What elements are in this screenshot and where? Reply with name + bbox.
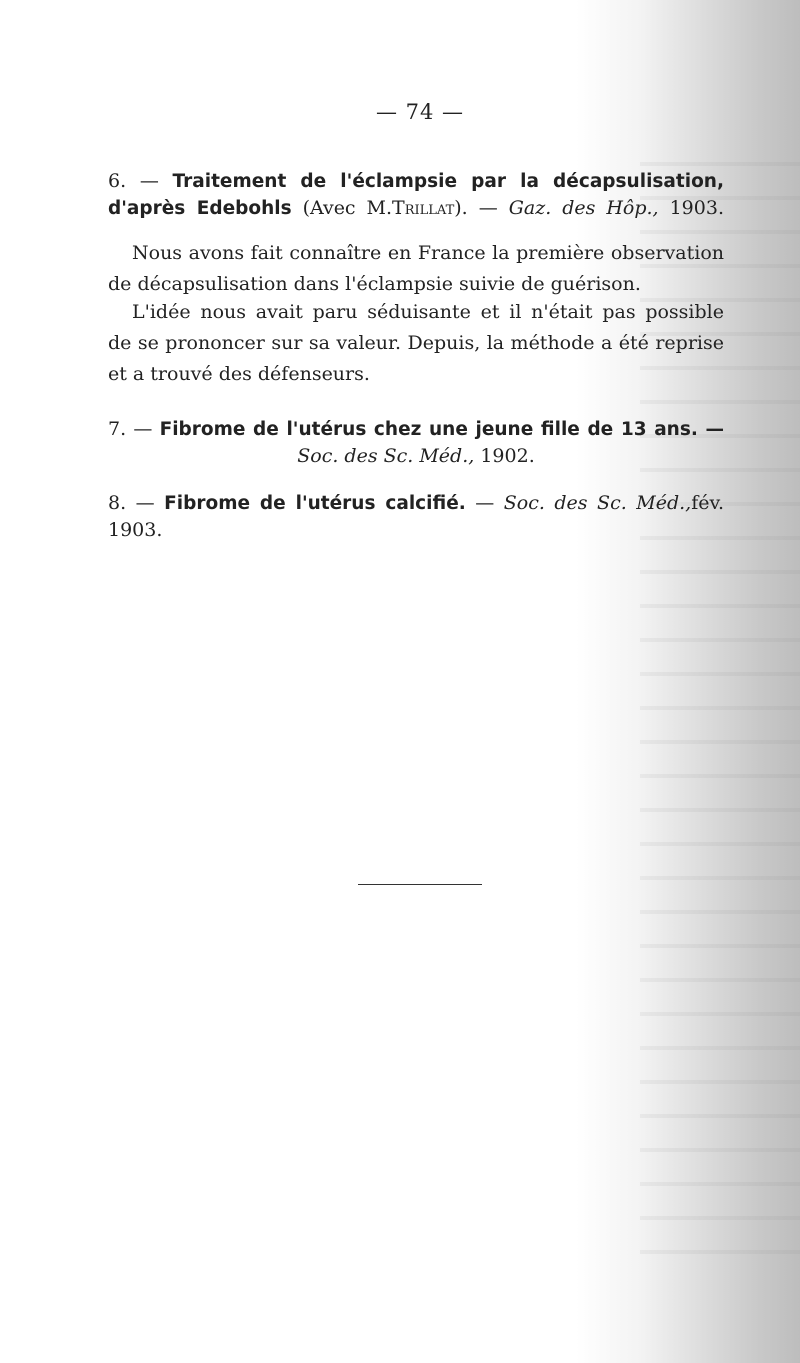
journal-name: Gaz. des Hôp., bbox=[508, 197, 659, 219]
paragraph-2-line-2: de se prononcer sur sa valeur. Depuis, la méthode a été reprise bbox=[108, 332, 724, 354]
journal-name: Soc. des Sc. Méd., bbox=[297, 445, 475, 467]
entry-8-line-1 bbox=[108, 490, 724, 543]
with-text: (Avec M. bbox=[302, 197, 393, 219]
paragraph-1-line-1: Nous avons fait connaître en France la première observation bbox=[132, 242, 724, 264]
bibliography-entry-6 bbox=[108, 168, 724, 222]
coauthor-name: Trillat bbox=[392, 197, 455, 219]
entry-title: Fibrome de l'utérus calcifié. bbox=[164, 493, 466, 514]
paragraph-2 bbox=[108, 297, 724, 390]
with-close: ). bbox=[454, 197, 468, 219]
entry-year: 1903. bbox=[669, 197, 724, 219]
entry-6-line-1 bbox=[108, 168, 724, 195]
paragraph-2-line-1: L'idée nous avait paru séduisante et il n'était pas possible bbox=[132, 301, 724, 323]
entry-7-line-2 bbox=[108, 443, 724, 469]
entry-year: 1902. bbox=[480, 445, 535, 467]
bibliography-entry-8 bbox=[108, 490, 724, 543]
entry-number: 6. — bbox=[108, 170, 159, 192]
page-number: — 74 — bbox=[375, 100, 465, 124]
closing-rule bbox=[358, 884, 482, 885]
entry-date: fév. 1903. bbox=[108, 492, 724, 541]
paragraph-1-line-2: de décapsulisation dans l'éclampsie suivie de guérison. bbox=[108, 273, 641, 295]
paragraph-2-line-3: et a trouvé des défenseurs. bbox=[108, 363, 370, 385]
paragraph-1 bbox=[108, 238, 724, 300]
entry-7-line-1 bbox=[108, 416, 724, 443]
bibliography-entry-7 bbox=[108, 416, 724, 469]
journal-name: Soc. des Sc. Méd., bbox=[503, 492, 692, 514]
separator-dash: — bbox=[478, 197, 498, 219]
entry-number: 7. — bbox=[108, 418, 153, 440]
entry-6-line-2 bbox=[108, 195, 724, 222]
entry-title: Fibrome de l'utérus chez une jeune fille de 13 ans. — bbox=[159, 419, 725, 440]
entry-title-line-1: Traitement de l'éclampsie par la décapsulisation, bbox=[172, 171, 724, 192]
entry-number: 8. — bbox=[108, 492, 155, 514]
separator-dash: — bbox=[475, 492, 495, 514]
entry-title-line-2: d'après Edebohls bbox=[108, 198, 292, 219]
